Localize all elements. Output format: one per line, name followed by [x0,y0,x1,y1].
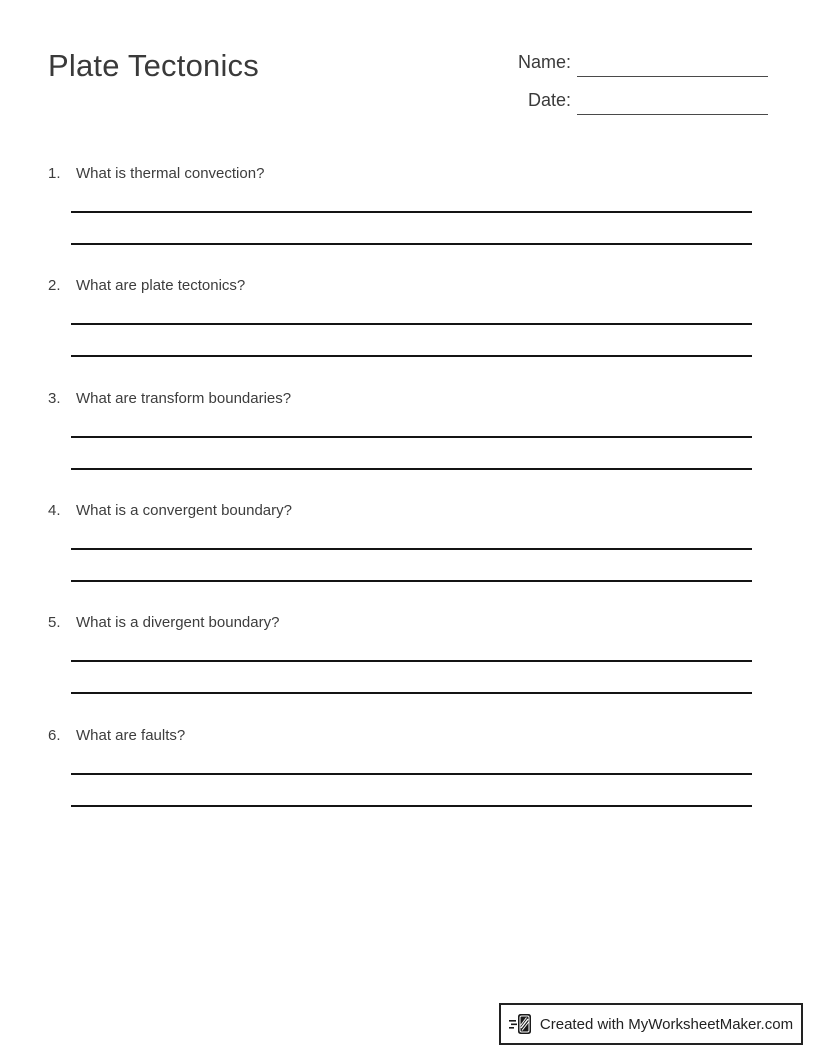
question-text-row [48,164,752,184]
page-title: Plate Tectonics [48,48,259,83]
name-blank-line [577,50,768,77]
question-item [48,726,752,811]
answer-blank-line [71,468,752,470]
question-number: 3. [48,390,61,407]
question-item [48,389,752,474]
credit-badge [499,1003,803,1045]
question-text: What are faults? [76,727,186,744]
answer-blank-line [71,580,752,582]
credit-text: Created with MyWorksheetMaker.com [539,1015,794,1033]
name-row [510,50,768,88]
answer-blank-line [71,548,752,550]
question-text: What is a convergent boundary? [76,502,292,519]
question-text-row [48,276,752,296]
answer-blank-line [71,323,752,325]
answer-blank-line [71,211,752,213]
question-text: What are transform boundaries? [76,390,292,407]
answer-blank-line [71,436,752,438]
date-row [510,88,768,126]
answer-blank-line [71,773,752,775]
question-text: What are plate tectonics? [76,277,246,294]
worksheet-maker-logo-icon [509,1012,533,1036]
answer-blank-line [71,692,752,694]
answer-blank-line [71,355,752,357]
date-blank-line [577,88,768,115]
question-text-row [48,501,752,521]
answer-blank-line [71,805,752,807]
question-item [48,164,752,249]
question-text-row [48,389,752,409]
name-label: Name: [517,52,571,72]
answer-blank-line [71,660,752,662]
question-number: 1. [48,165,61,182]
question-text: What is a divergent boundary? [76,614,280,631]
date-label: Date: [527,90,571,110]
question-number: 4. [48,502,61,519]
question-text-row [48,726,752,746]
answer-blank-line [71,243,752,245]
question-text-row [48,613,752,633]
question-number: 2. [48,277,61,294]
question-text: What is thermal convection? [76,165,265,182]
name-date-block [510,50,768,126]
question-item [48,613,752,698]
question-item [48,501,752,586]
question-number: 5. [48,614,61,631]
question-item [48,276,752,361]
question-number: 6. [48,727,61,744]
